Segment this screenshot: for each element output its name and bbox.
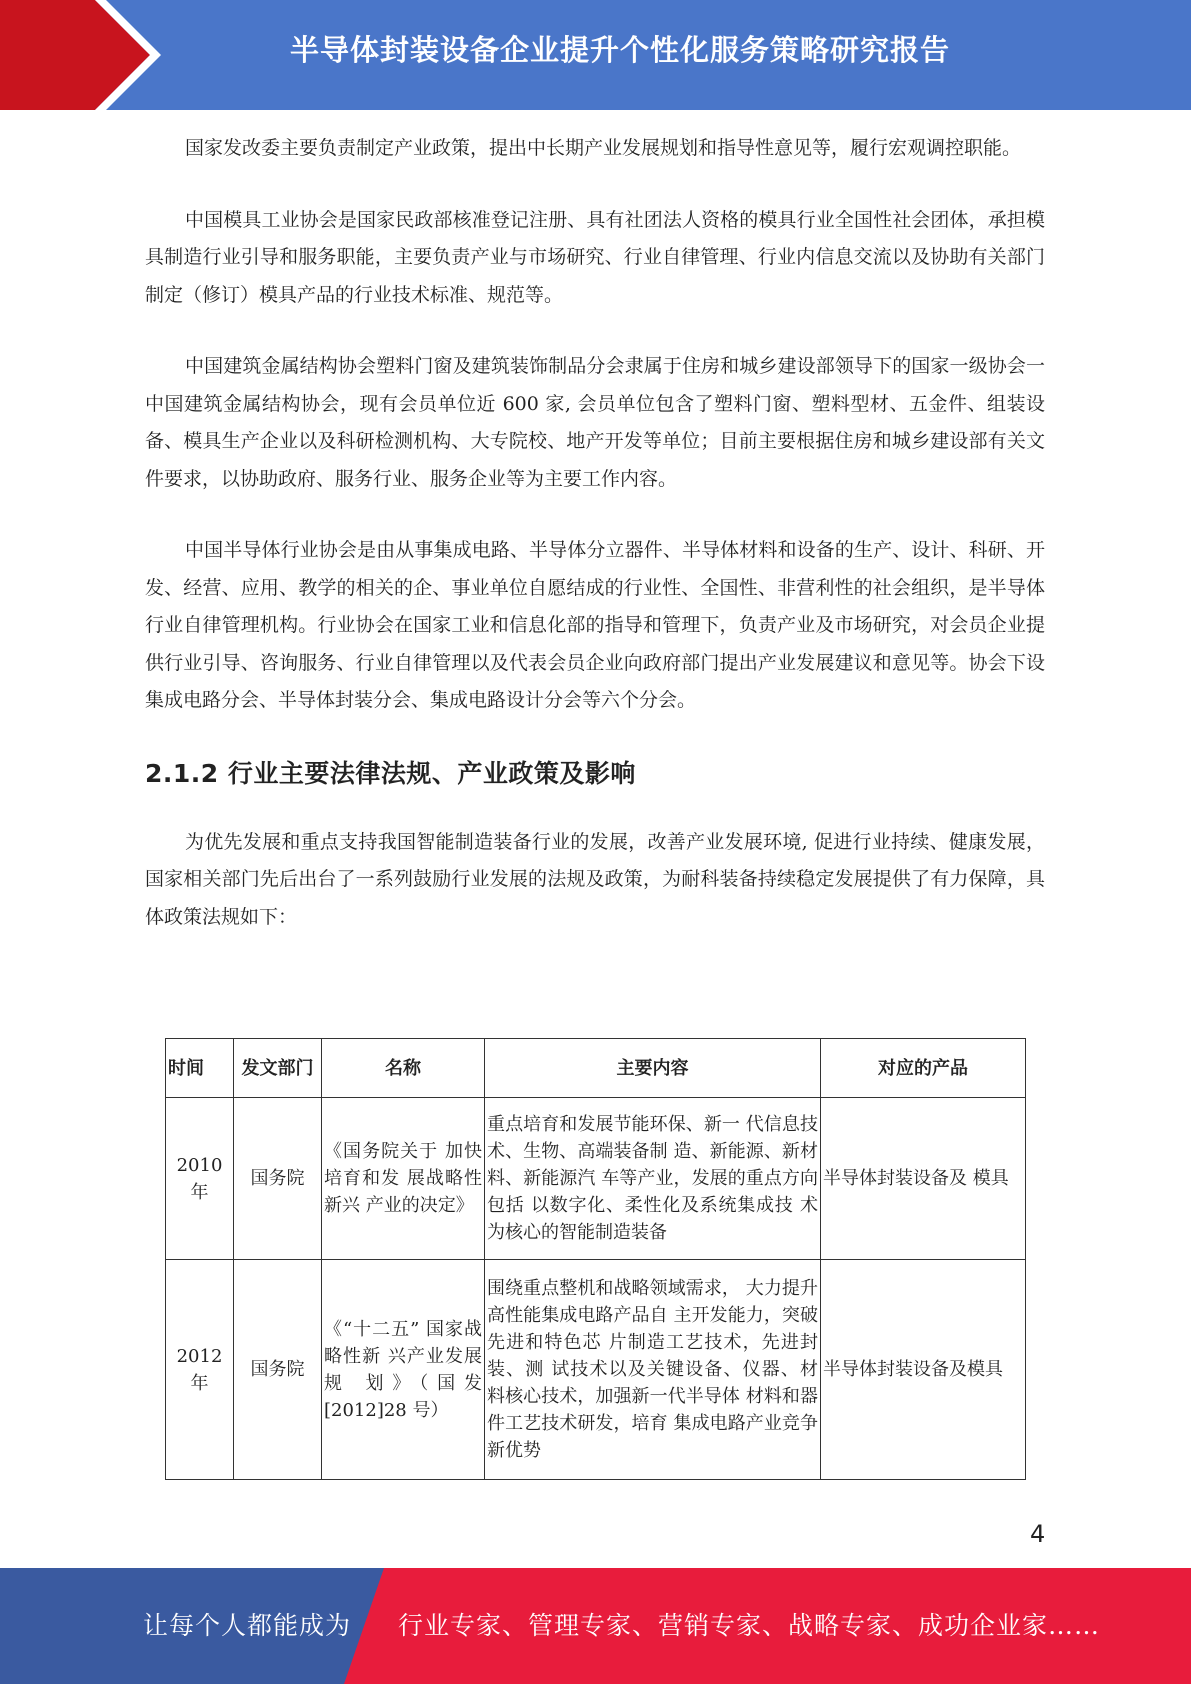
cell-content: 围绕重点整机和战略领域需求， 大力提升高性能集成电路产品自 主开发能力，突破先进和特色芯 片制造工艺技术，先进封装、测 试技术以及关键设备、仪器、材 料核心技术，加强新一代半导体 材料和器件工艺技术研发，培育 集成电路产业竞争新优势 xyxy=(485,1260,821,1480)
paragraph: 国家发改委主要负责制定产业政策，提出中长期产业发展规划和指导性意见等，履行宏观调控职能。 xyxy=(185,137,1022,159)
main-content xyxy=(145,130,1045,970)
cell-time: 2010 年 xyxy=(166,1098,234,1260)
cell-content: 重点培育和发展节能环保、新一 代信息技术、生物、高端装备制 造、新能源、新材料、新能源汽 车等产业，发展的重点方向包括 以数字化、柔性化及系统集成技 术为核心的智能制造装备 xyxy=(485,1098,821,1260)
column-header-content: 主要内容 xyxy=(485,1039,821,1098)
cell-product: 半导体封装设备及 模具 xyxy=(821,1098,1026,1260)
cell-name: 《“十二五” 国家战略性新 兴产业发展规 划》（国发 [2012]28 号） xyxy=(322,1260,485,1480)
table-row xyxy=(166,1098,1026,1260)
report-title: 半导体封装设备企业提升个性化服务策略研究报告 xyxy=(289,33,950,67)
section-intro: 为优先发展和重点支持我国智能制造装备行业的发展，改善产业发展环境, 促进行业持续、健康发展，国家相关部门先后出台了一系列鼓励行业发展的法规及政策，为耐科装备持续稳定发展提供了有力保障，具体政策法规如下： xyxy=(145,830,1045,928)
column-header-time: 时间 xyxy=(166,1039,234,1098)
cell-dept: 国务院 xyxy=(234,1260,322,1480)
policy-table-wrapper xyxy=(160,1030,1040,1480)
cell-dept: 国务院 xyxy=(234,1098,322,1260)
page-footer xyxy=(0,1568,1191,1684)
page-header xyxy=(0,0,1191,110)
table-header-row xyxy=(166,1039,1026,1098)
cell-time: 2012 年 xyxy=(166,1260,234,1480)
paragraph: 中国模具工业协会是国家民政部核准登记注册、具有社团法人资格的模具行业全国性社会团体，承担模具制造行业引导和服务职能，主要负责产业与市场研究、行业自律管理、行业内信息交流以及协助有关部门制定（修订）模具产品的行业技术标准、规范等。 xyxy=(145,208,1045,306)
column-header-name: 名称 xyxy=(322,1039,485,1098)
footer-slogan-left: 让每个人都能成为 xyxy=(143,1611,352,1640)
table-row xyxy=(166,1260,1026,1480)
section-heading: 2.1.2 行业主要法律法规、产业政策及影响 xyxy=(145,758,636,788)
page-number: 4 xyxy=(1030,1520,1046,1548)
column-header-product: 对应的产品 xyxy=(821,1039,1026,1098)
paragraph: 中国建筑金属结构协会塑料门窗及建筑装饰制品分会隶属于住房和城乡建设部领导下的国家一级协会一中国建筑金属结构协会，现有会员单位近 600 家, 会员单位包含了塑料门窗、塑料型材、五金件、组装设备、模具生产企业以及科研检测机构、大专院校、地产开发等单位；目前主要根据住房和城乡建设部有关文件要求，以协助政府、服务行业、服务企业等为主要工作内容。 xyxy=(145,355,1045,490)
column-header-dept: 发文部门 xyxy=(234,1039,322,1098)
cell-product: 半导体封装设备及模具 xyxy=(821,1260,1026,1480)
footer-slogan-right: 行业专家、管理专家、营销专家、战略专家、成功企业家…… xyxy=(398,1611,1101,1640)
cell-name: 《国务院关于 加快培育和发 展战略性新兴 产业的决定》 xyxy=(322,1098,485,1260)
policy-table xyxy=(165,1038,1026,1480)
paragraph: 中国半导体行业协会是由从事集成电路、半导体分立器件、半导体材料和设备的生产、设计、科研、开发、经营、应用、教学的相关的企、事业单位自愿结成的行业性、全国性、非营利性的社会组织，是半导体行业自律管理机构。行业协会在国家工业和信息化部的指导和管理下，负责产业及市场研究，对会员企业提供行业引导、咨询服务、行业自律管理以及代表会员企业向政府部门提出产业发展建议和意见等。协会下设集成电路分会、半导体封装分会、集成电路设计分会等六个分会。 xyxy=(145,539,1045,711)
